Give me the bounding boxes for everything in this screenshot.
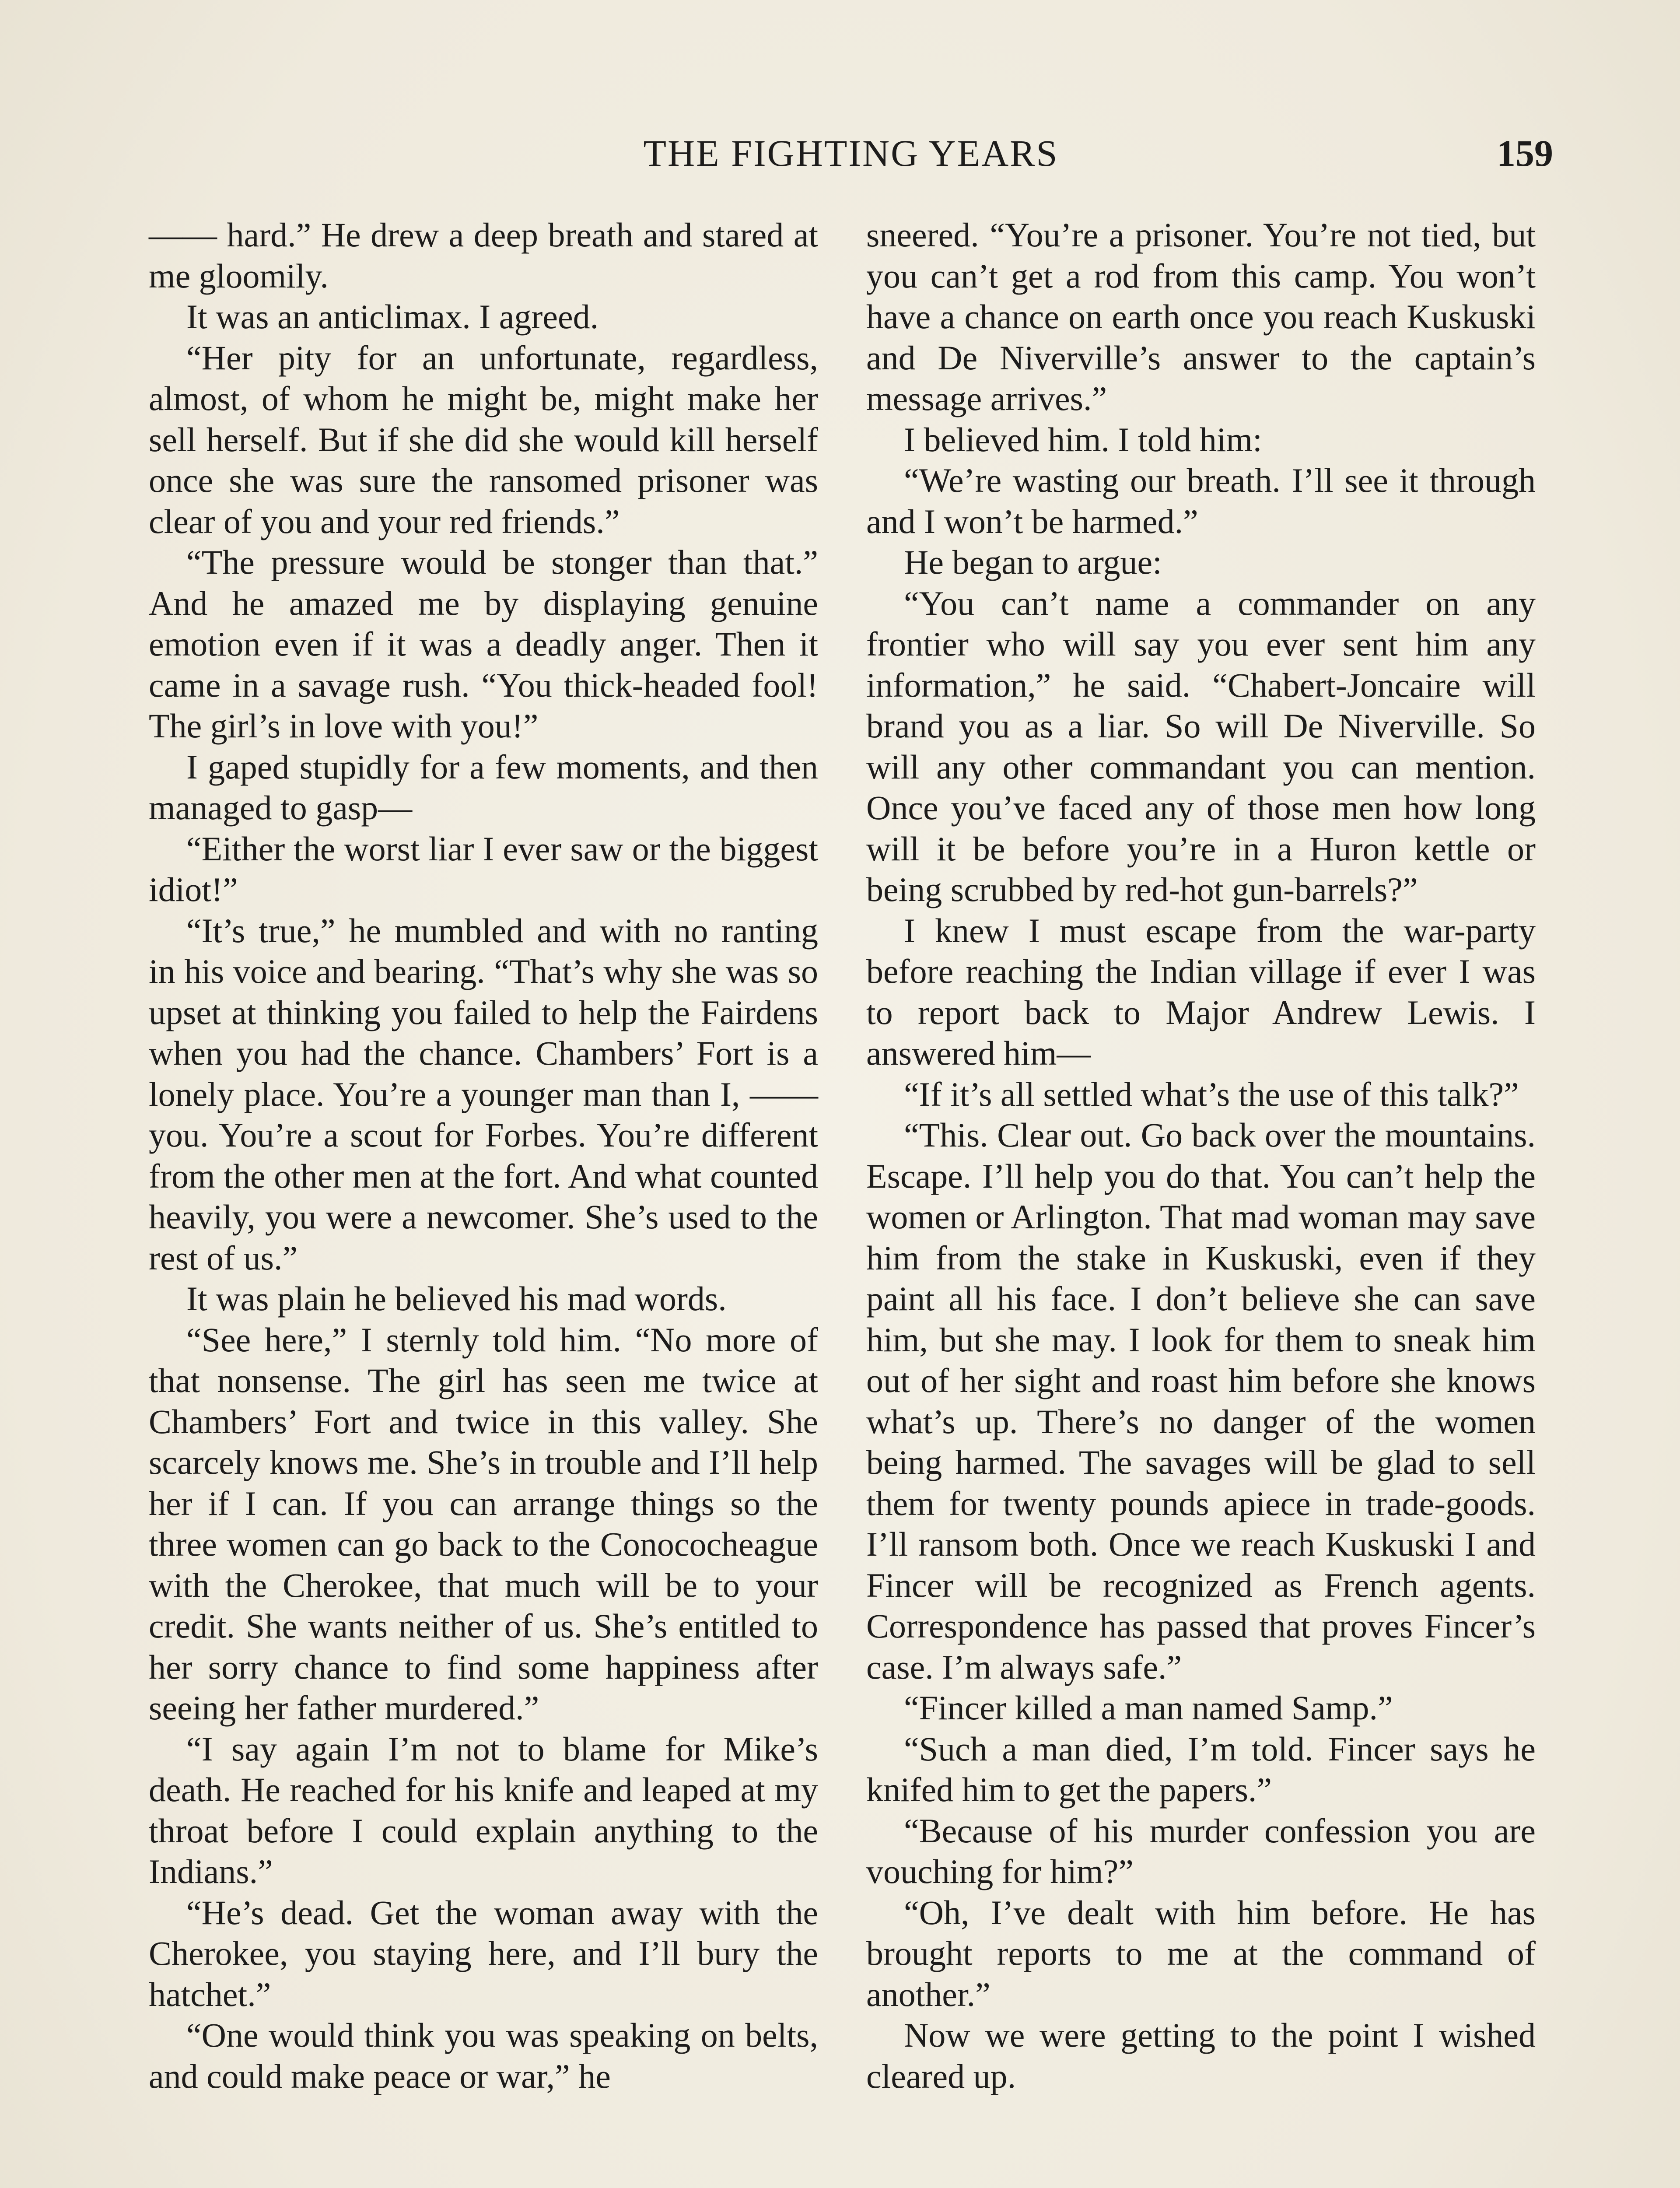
paragraph: “You can’t name a commander on any frontier who will say you ever sent him any information,” he said. “Chabert-Joncaire will brand you as a liar. So will De Niverville. So will any other commandant you can mention. Once you’ve faced any of those men how long will it be before you’re in a Huron kettle or being scrubbed by red-hot gun-barrels?” xyxy=(866,584,1536,908)
paragraph: “I say again I’m not to blame for Mike’s death. He reached for his knife and leaped at my throat before I could explain anything to the Indians.” xyxy=(149,1729,818,1890)
paragraph: “This. Clear out. Go back over the mountains. Escape. I’ll help you do that. You can’t help the women or Arlington. That mad woman may save him from the stake in Kuskuski, even if they paint all his face. I don’t believe she can save him, but she may. I look for them to sneak him out of her sight and roast him before she knows what’s up. There’s no danger of the women being harmed. The savages will be glad to sell them for twenty pounds apiece in trade-goods. I’ll ransom both. Once we reach Kuskuski I and Fincer will be recognized as French agents. Correspondence has passed that proves Fincer’s case. I’m always safe.” xyxy=(866,1116,1536,1686)
paragraph: I gaped stupidly for a few moments, and then managed to gasp— xyxy=(149,747,818,827)
page-header xyxy=(149,131,1553,179)
paragraph: “It’s true,” he mumbled and with no ranting in his voice and bearing. “That’s why she was so upset at thinking you failed to help the Fairdens when you had the chance. Chambers’ Fort is a lonely place. You’re a younger man than I, —— you. You’re a scout for Forbes. You’re different from the other men at the fort. And what counted heavily, you were a newcomer. She’s used to the rest of us.” xyxy=(149,911,818,1277)
paragraph: “Oh, I’ve dealt with him before. He has brought reports to me at the command of another.” xyxy=(866,1893,1536,2013)
paragraph: “Such a man died, I’m told. Fincer says he knifed him to get the papers.” xyxy=(866,1729,1536,1809)
paragraph: sneered. “You’re a prisoner. You’re not tied, but you can’t get a rod from this camp. You won’t have a chance on earth once you reach Kuskuski and De Niverville’s answer to the captain’s message arrives.” xyxy=(866,216,1536,417)
paragraph: —— hard.” He drew a deep breath and stared at me gloomily. xyxy=(149,216,818,295)
paragraph: “Fincer killed a man named Samp.” xyxy=(904,1689,1393,1727)
paragraph: “The pressure would be stonger than that.” And he amazed me by displaying genuine emotion even if it was a deadly anger. Then it came in a savage rush. “You thick-headed fool! The girl’s in love with you!” xyxy=(149,543,818,745)
paragraph: I believed him. I told him: xyxy=(904,420,1262,459)
paragraph: “Either the worst liar I ever saw or the biggest idiot!” xyxy=(149,829,818,908)
paragraph: It was an anticlimax. I agreed. xyxy=(186,298,599,336)
paragraph: “If it’s all settled what’s the use of this talk?” xyxy=(904,1075,1519,1113)
running-title: THE FIGHTING YEARS xyxy=(643,132,1059,174)
paragraph: “Because of his murder confession you are vouching for him?” xyxy=(866,1811,1536,1890)
paragraph: It was plain he believed his mad words. xyxy=(186,1280,727,1318)
right-column xyxy=(866,214,1536,2097)
page-number: 159 xyxy=(1497,132,1553,174)
paragraph: I knew I must escape from the war-party before reaching the Indian village if ever I was to report back to Major Andrew Lewis. I answered him— xyxy=(866,911,1536,1072)
paragraph: “See here,” I sternly told him. “No more of that nonsense. The girl has seen me twice at Chambers’ Fort and twice in this valley. She scarcely knows me. She’s in trouble and I’ll help her if I can. If you can arrange things so the three women can go back to the Conococheague with the Cherokee, that much will be to your credit. She wants neither of us. She’s entitled to her sorry chance to find some happiness after seeing her father murdered.” xyxy=(149,1320,818,1727)
paragraph: “He’s dead. Get the woman away with the Cherokee, you staying here, and I’ll bury the hatchet.” xyxy=(149,1893,818,2013)
paragraph: “Her pity for an unfortunate, regardless, almost, of whom he might be, might make her sell herself. But if she did she would kill herself once she was sure the ransomed prisoner was clear of you and your red friends.” xyxy=(149,338,818,540)
left-column xyxy=(149,214,818,2097)
paragraph: “We’re wasting our breath. I’ll see it through and I won’t be harmed.” xyxy=(866,461,1536,540)
paragraph: He began to argue: xyxy=(904,543,1162,581)
paragraph: “One would think you was speaking on belts, and could make peace or war,” he xyxy=(149,2016,818,2095)
paragraph: Now we were getting to the point I wished cleared up. xyxy=(866,2016,1536,2095)
